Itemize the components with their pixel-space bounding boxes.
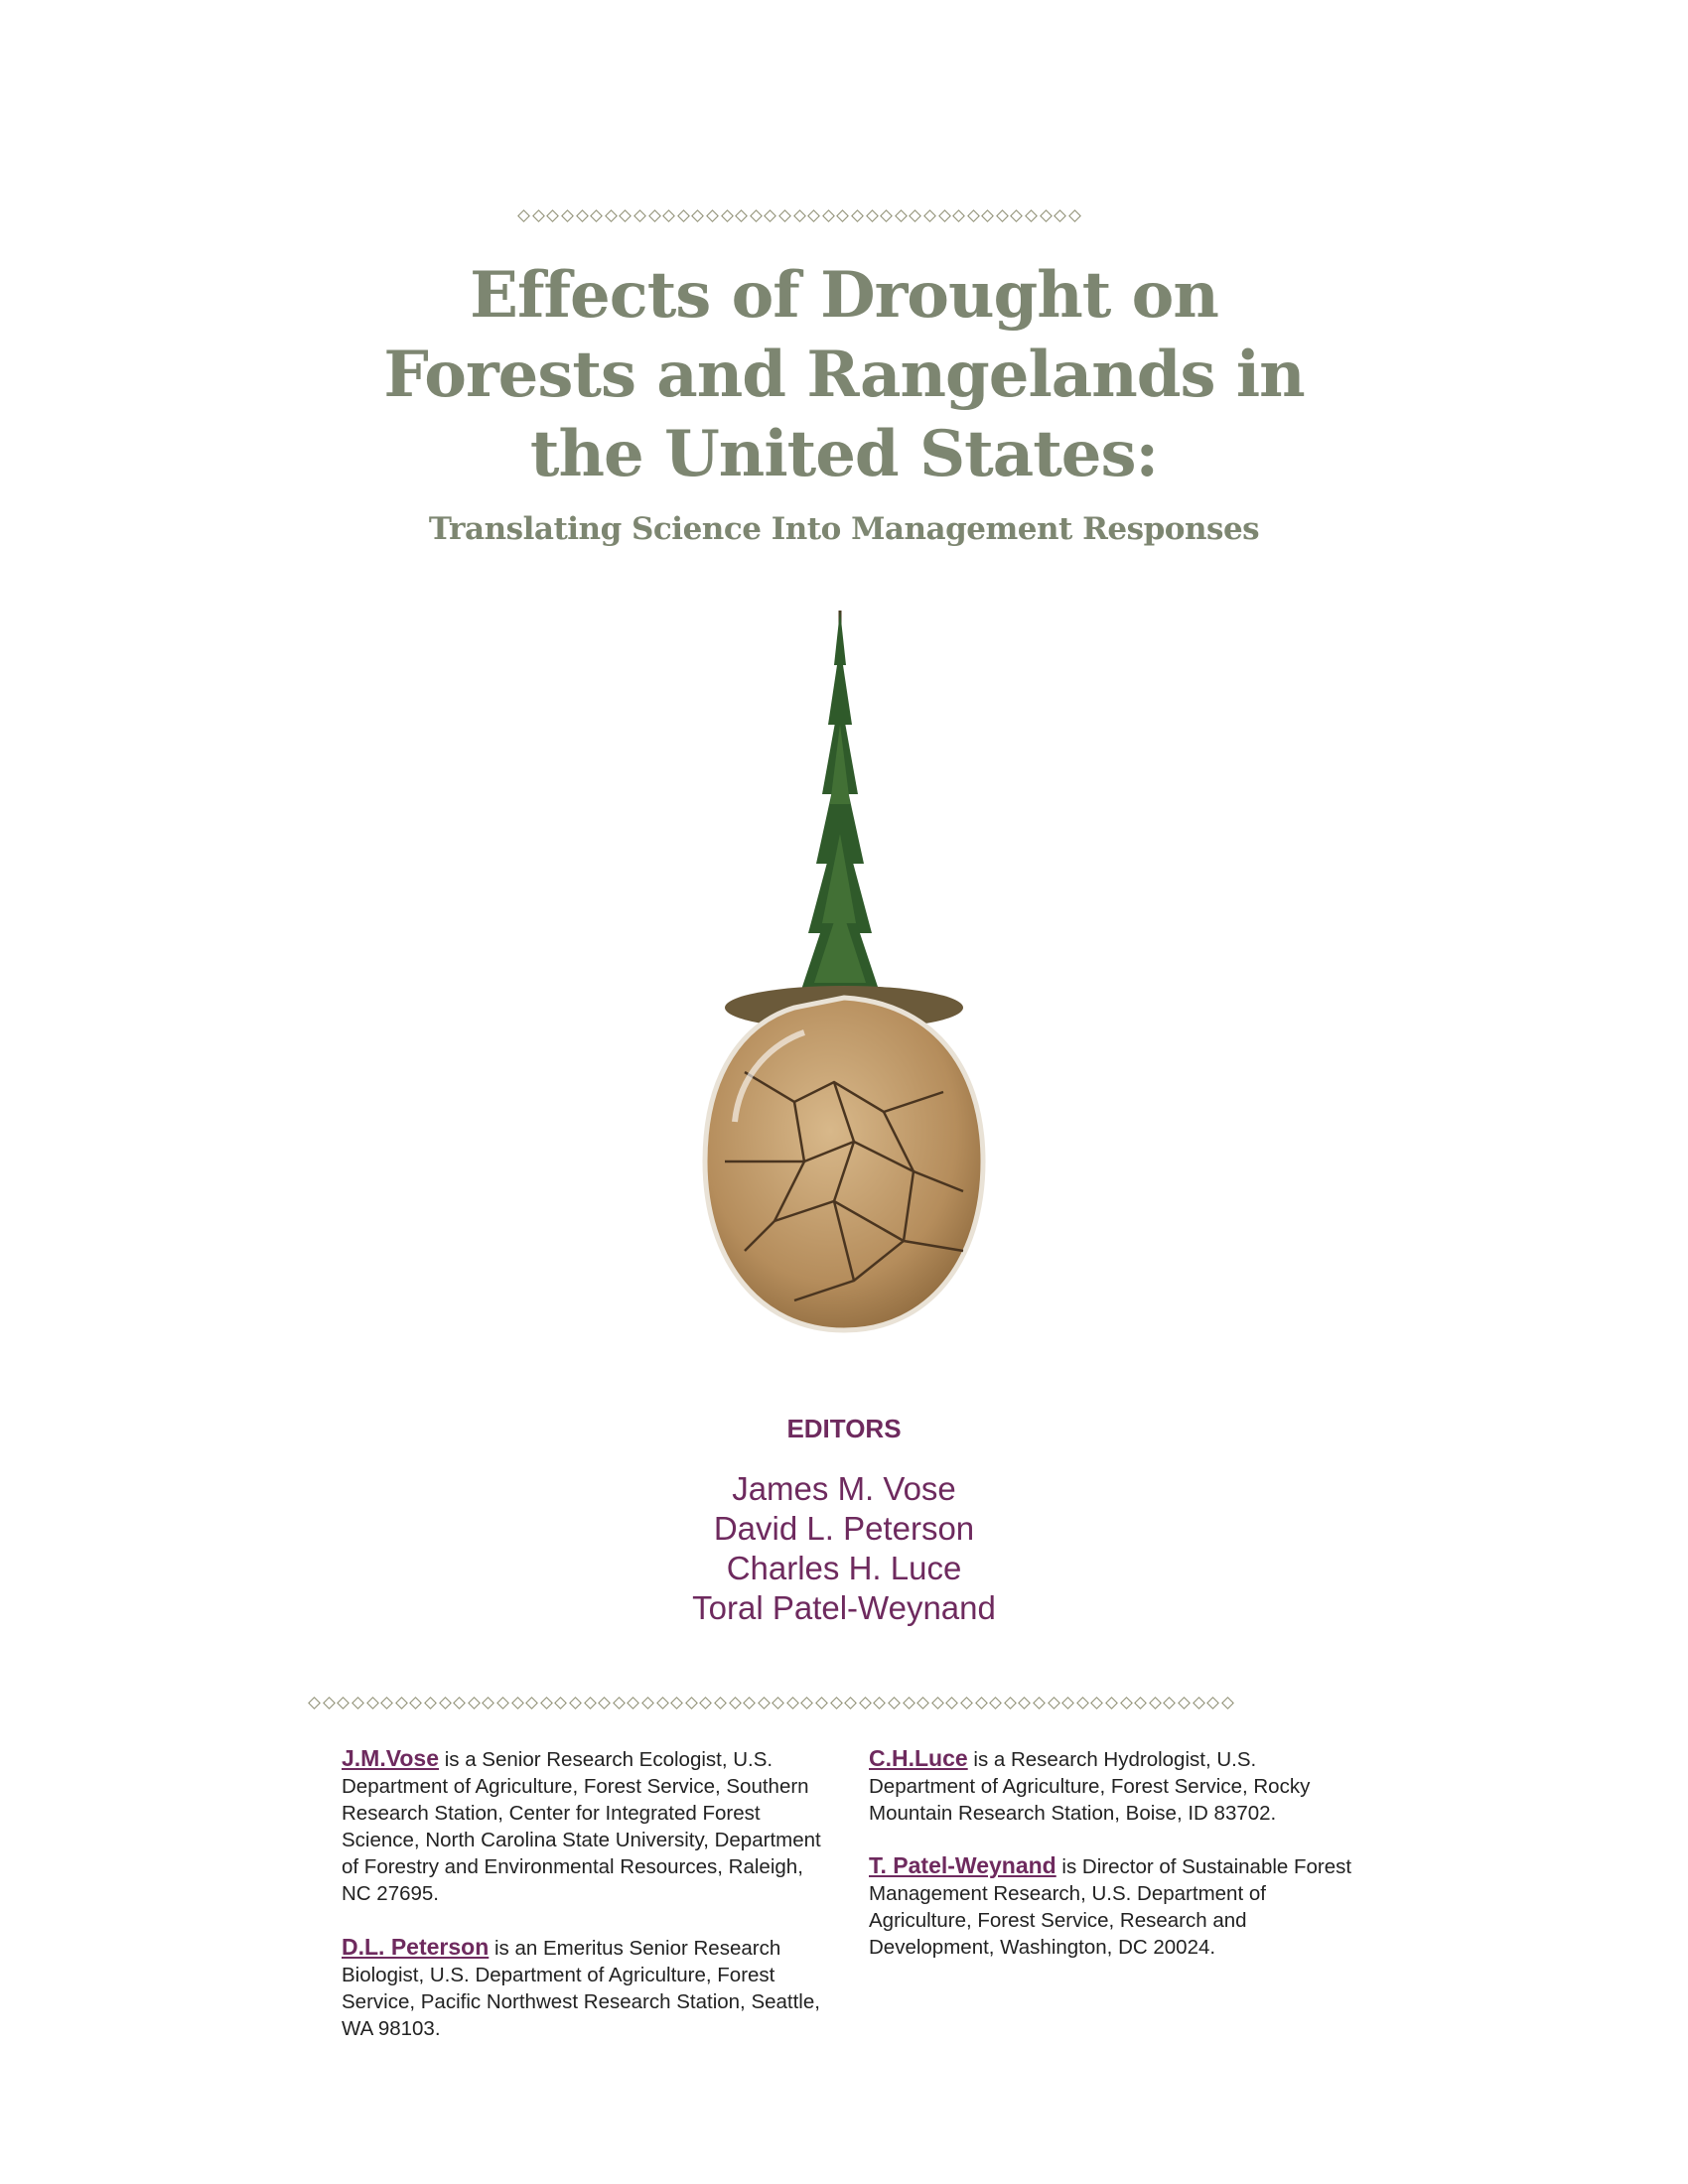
bio-name-link[interactable]: C.H.Luce [869,1745,968,1771]
diamond-ornament [801,1697,814,1709]
editor-name: Charles H. Luce [726,1550,962,1586]
diamond-ornament [547,209,560,222]
diamond-ornament [633,209,646,222]
diamond-ornament [511,1697,524,1709]
diamond-ornament [772,1697,784,1709]
diamond-ornament [584,1697,597,1709]
diamond-ornament [308,1697,321,1709]
diamond-ornament [996,209,1009,222]
diamond-ornament [931,1697,944,1709]
diamond-ornament [981,209,994,222]
bio-text: is an Emeritus Senior Research Biologist, U.S. Department of Agriculture, Forest Service, Pacific Northwest Research Station, Seattle, WA 98103. [342,1937,820,2040]
bio-name-link[interactable]: T. Patel-Weynand [869,1852,1056,1878]
bio-text: is a Research Hydrologist, U.S. Department of Agriculture, Forest Service, Rocky Mountain Research Station, Boise, ID 83702. [869,1748,1311,1825]
diamond-ornament [880,209,893,222]
diamond-ornament [721,209,734,222]
editors-list [0,1469,1688,1628]
bottom-diamond-divider [308,1699,1234,1707]
diamond-ornament [866,209,879,222]
diamond-ornament [677,209,690,222]
diamond-ornament [352,1697,364,1709]
title-line: Effects of Drought on [470,258,1218,333]
bio-vose [342,1745,838,1907]
diamond-ornament [909,209,921,222]
diamond-ornament [1206,1697,1219,1709]
diamond-ornament [807,209,820,222]
diamond-ornament [380,1697,393,1709]
diamond-ornament [1090,1697,1103,1709]
diamond-ornament [410,1697,423,1709]
diamond-ornament [895,209,908,222]
diamond-ornament [1221,1697,1234,1709]
diamond-ornament [483,1697,495,1709]
diamond-ornament [670,1697,683,1709]
diamond-ornament [743,1697,756,1709]
diamond-ornament [714,1697,727,1709]
diamond-ornament [1004,1697,1017,1709]
diamond-ornament [1068,209,1081,222]
diamond-ornament [706,209,719,222]
diamond-ornament [468,1697,481,1709]
bio-name-link[interactable]: J.M.Vose [342,1745,439,1771]
diamond-ornament [1061,1697,1074,1709]
diamond-ornament [851,209,864,222]
editor-name: Toral Patel-Weynand [692,1589,996,1626]
diamond-ornament [1076,1697,1089,1709]
diamond-ornament [735,209,748,222]
top-diamond-divider [517,211,1081,220]
diamond-ornament [323,1697,336,1709]
diamond-ornament [569,1697,582,1709]
diamond-ornament [627,1697,639,1709]
diamond-ornament [338,1697,351,1709]
diamond-ornament [525,1697,538,1709]
diamond-ornament [830,1697,843,1709]
diamond-ornament [967,209,980,222]
diamond-ornament [1011,209,1024,222]
diamond-ornament [662,209,675,222]
diamond-ornament [590,209,603,222]
diamond-ornament [605,209,618,222]
diamond-ornament [1048,1697,1060,1709]
diamond-ornament [903,1697,915,1709]
diamond-ornament [613,1697,626,1709]
bio-luce [869,1745,1365,1827]
diamond-ornament [555,1697,568,1709]
diamond-ornament [532,209,545,222]
diamond-ornament [1054,209,1066,222]
diamond-ornament [859,1697,872,1709]
diamond-ornament [576,209,589,222]
diamond-ornament [692,209,705,222]
diamond-ornament [1193,1697,1205,1709]
title-line: Forests and Rangelands in [383,338,1305,412]
diamond-ornament [888,1697,901,1709]
diamond-ornament [366,1697,379,1709]
diamond-ornament [561,209,574,222]
diamond-ornament [598,1697,611,1709]
editor-name: David L. Peterson [713,1510,975,1547]
diamond-ornament [765,209,777,222]
diamond-ornament [729,1697,742,1709]
diamond-ornament [1178,1697,1191,1709]
diamond-ornament [685,1697,698,1709]
diamond-ornament [989,1697,1002,1709]
diamond-ornament [960,1697,973,1709]
diamond-ornament [1019,1697,1032,1709]
diamond-ornament [758,1697,771,1709]
diamond-ornament [923,209,936,222]
diamond-ornament [1134,1697,1147,1709]
diamond-ornament [946,1697,959,1709]
diamond-ornament [517,209,530,222]
diamond-ornament [648,209,661,222]
tree-on-cracked-earth-drop-illustration [685,606,1003,1340]
diamond-ornament [778,209,791,222]
diamond-ornament [540,1697,553,1709]
diamond-ornament [916,1697,929,1709]
diamond-ornament [822,209,835,222]
document-title [0,256,1688,494]
diamond-ornament [1149,1697,1162,1709]
diamond-ornament [844,1697,857,1709]
diamond-ornament [952,209,965,222]
bio-name-link[interactable]: D.L. Peterson [342,1934,490,1960]
diamond-ornament [938,209,951,222]
diamond-ornament [439,1697,452,1709]
diamond-ornament [424,1697,437,1709]
diamond-ornament [1105,1697,1118,1709]
diamond-ornament [1033,1697,1046,1709]
diamond-ornament [750,209,763,222]
diamond-ornament [453,1697,466,1709]
bio-text: is Director of Sustainable Forest Management Research, U.S. Department of Agriculture, Forest Service, Research and Development, Washington, DC 20024. [869,1855,1352,1959]
editors-heading: EDITORS [786,1414,902,1443]
diamond-ornament [1163,1697,1176,1709]
diamond-ornament [620,209,633,222]
bio-peterson [342,1934,838,2042]
diamond-ornament [699,1697,712,1709]
diamond-ornament [786,1697,799,1709]
title-line: the United States: [529,417,1159,491]
bio-text: is a Senior Research Ecologist, U.S. Department of Agriculture, Forest Service, Southern Research Station, Center for Integrated Forest Science, North Carolina State University, Department of Forestry and Environmental Resources, Raleigh, NC 27695. [342,1748,821,1905]
diamond-ornament [395,1697,408,1709]
diamond-ornament [496,1697,509,1709]
diamond-ornament [1120,1697,1133,1709]
bio-patel-weynand [869,1852,1365,1961]
diamond-ornament [815,1697,828,1709]
editor-name: James M. Vose [732,1470,956,1507]
diamond-ornament [1025,209,1038,222]
diamond-ornament [793,209,806,222]
diamond-ornament [641,1697,654,1709]
diamond-ornament [836,209,849,222]
diamond-ornament [975,1697,988,1709]
document-subtitle: Translating Science Into Management Responses [428,511,1260,547]
diamond-ornament [874,1697,887,1709]
diamond-ornament [1040,209,1053,222]
diamond-ornament [656,1697,669,1709]
